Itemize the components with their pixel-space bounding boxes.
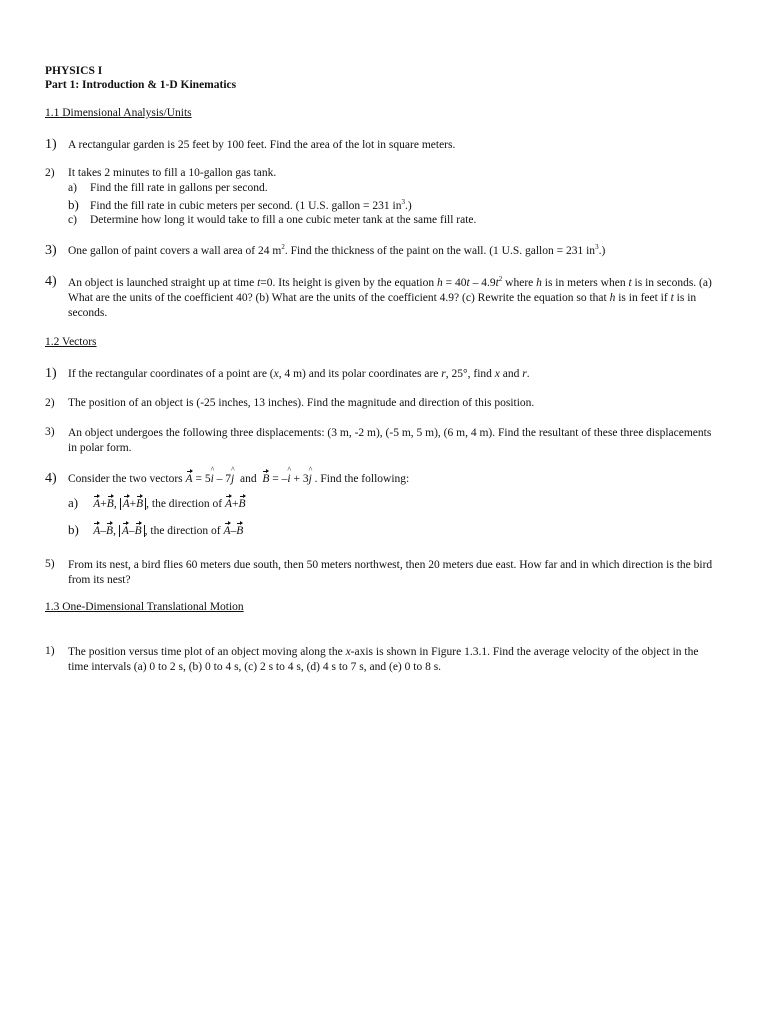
text-run: .) — [598, 245, 606, 257]
subquestion-text: Determine how long it would take to fill a one cubic meter tank at the same fill rate. — [90, 214, 477, 226]
text-run: -axis is shown in Figure 1.3.1. Find the average velocity of the object in the time intervals (a) 0 to 2 s, (b) 0 to 4 s, (c) 2 s to 4 s, (d) 4 s to 7 s, and (e) 0 to 8 s. — [68, 646, 699, 673]
question-text — [68, 645, 718, 675]
question-number: 1) — [45, 137, 57, 152]
magnitude — [120, 498, 147, 510]
vector-B: B — [136, 498, 144, 510]
magnitude — [119, 525, 145, 537]
text-run: = 40 — [442, 277, 467, 289]
section-heading-1-3: 1.3 One-Dimensional Translational Motion — [45, 601, 244, 613]
subquestion-label: a) — [68, 182, 77, 194]
variable: h — [536, 277, 542, 289]
question-text: It takes 2 minutes to fill a 10-gallon gas tank. — [68, 167, 277, 179]
subquestion-text-end: .) — [405, 200, 412, 212]
subquestion-text: Find the fill rate in cubic meters per second. (1 U.S. gallon = 231 in — [90, 200, 402, 212]
text-run: An object is launched straight up at time — [68, 277, 258, 289]
text-run: , — [113, 525, 119, 537]
unit-vector-i: i ^ — [211, 473, 214, 485]
variable: t — [495, 277, 499, 289]
subquestion-label: a) — [68, 495, 79, 510]
variable: t — [670, 292, 674, 304]
vector-expression — [93, 498, 245, 510]
document-header — [45, 64, 236, 92]
question-number: 3) — [45, 243, 57, 258]
text-run: and — [499, 368, 523, 380]
vector-B: B — [106, 525, 114, 537]
operator: + — [232, 498, 239, 510]
question-number: 2) — [45, 397, 55, 409]
variable: h — [437, 277, 443, 289]
variable: x — [345, 646, 351, 658]
text-run: . Find the thickness of the paint on the wall. (1 U.S. gallon = 231 in — [284, 245, 596, 257]
unit-vector-j: j ^ — [231, 473, 234, 485]
text-run: One gallon of paint covers a wall area of 24 m — [68, 245, 282, 257]
text-run: + 3 — [290, 473, 309, 485]
text-run: is in feet if — [615, 292, 671, 304]
operator: + — [100, 498, 107, 510]
question-text: From its nest, a bird flies 60 meters due south, then 50 meters northwest, then 20 meters due east. How far and in which direction is the bird from its nest? — [68, 559, 713, 586]
question-number: 5) — [45, 558, 55, 570]
question-number: 4) — [45, 274, 57, 289]
text-run: = 5 — [192, 473, 211, 485]
variable: h — [609, 292, 616, 304]
vector-A: A — [93, 498, 101, 510]
question-text — [68, 245, 605, 257]
variable: x — [273, 368, 279, 380]
vector-A: A — [122, 498, 130, 510]
subquestion-label: b) — [68, 522, 79, 537]
text-run: , the direction of — [146, 498, 226, 510]
vector-A: A — [223, 525, 231, 537]
vector-B: B — [238, 498, 246, 510]
vector-B: B — [134, 525, 142, 537]
question-number: 1) — [45, 645, 55, 657]
question-number: 1) — [45, 366, 57, 381]
part-title: Part 1: Introduction & 1-D Kinematics — [45, 79, 237, 91]
text-run: Consider the two vectors — [68, 473, 186, 485]
variable: t — [257, 277, 261, 289]
question-text — [68, 368, 530, 380]
superscript: 3 — [401, 198, 405, 207]
superscript: 2 — [281, 243, 285, 252]
subquestion-label: c) — [68, 214, 77, 226]
vector-A: A — [93, 525, 101, 537]
text-run: . — [526, 368, 530, 380]
text-run: is in meters when — [541, 277, 629, 289]
subquestion-text: Find the fill rate in gallons per second. — [90, 182, 268, 194]
variable: t — [628, 277, 632, 289]
subquestion-b — [68, 197, 412, 213]
section-heading-1-2: 1.2 Vectors — [45, 336, 97, 348]
superscript: 3 — [595, 243, 599, 252]
subquestion-label: b) — [68, 197, 79, 212]
vector-B: B — [106, 498, 114, 510]
text-run: is in seconds. (a) What are the units of the coefficient 40? (b) What are the units of the coefficient 4.9? (c) Rewrite the equation so that — [68, 277, 712, 304]
text-run: The position versus time plot of an object moving along the — [68, 646, 346, 658]
vector-A: A — [121, 525, 129, 537]
vector-A: A — [225, 498, 233, 510]
question-text: An object undergoes the following three displacements: (3 m, -2 m), (-5 m, 5 m), (6 m, 4 m). Find the resultant of these three displacements in polar form. — [68, 427, 712, 454]
text-run: = – — [269, 473, 288, 485]
text-run: . Find the following: — [311, 473, 410, 485]
operator: + — [129, 498, 137, 510]
vector-A: A — [185, 473, 193, 485]
vector-B: B — [262, 473, 270, 485]
text-run: If the rectangular coordinates of a point are ( — [68, 368, 274, 380]
section-heading-1-1: 1.1 Dimensional Analysis/Units — [45, 107, 192, 119]
text-run: and — [234, 473, 263, 485]
question-text: The position of an object is (-25 inches, 13 inches). Find the magnitude and direction of this position. — [68, 397, 535, 409]
variable: r — [522, 368, 527, 380]
question-number: 3) — [45, 426, 55, 438]
question-number: 4) — [45, 471, 57, 486]
subquestion-b — [68, 522, 243, 538]
vector-expression — [93, 525, 243, 537]
variable: r — [441, 368, 446, 380]
text-run: , the direction of — [144, 525, 224, 537]
superscript: 2 — [498, 275, 503, 284]
text-run: is in seconds. — [68, 292, 697, 319]
text-run: – 4.9 — [469, 277, 496, 289]
operator: – — [128, 525, 135, 537]
question-text — [68, 276, 718, 321]
course-title: PHYSICS I — [45, 65, 103, 77]
text-run: where — [502, 277, 537, 289]
text-run: , 25°, find — [445, 368, 495, 380]
question-number: 2) — [45, 167, 55, 179]
text-run: , — [113, 498, 120, 510]
subquestion-c — [68, 214, 476, 226]
variable: t — [466, 277, 470, 289]
unit-vector-j: j ^ — [309, 473, 312, 485]
text-run: =0. Its height is given by the equation — [260, 277, 438, 289]
vector-B: B — [236, 525, 244, 537]
operator: – — [100, 525, 107, 537]
question-text — [68, 473, 409, 485]
text-run: – 7 — [213, 473, 232, 485]
unit-vector-i: i ^ — [287, 473, 290, 485]
subquestion-a — [68, 182, 268, 194]
variable: x — [494, 368, 500, 380]
subquestion-a — [68, 495, 246, 511]
question-text: A rectangular garden is 25 feet by 100 feet. Find the area of the lot in square meters. — [68, 139, 456, 151]
text-run: , 4 m) and its polar coordinates are — [278, 368, 442, 380]
operator: – — [230, 525, 237, 537]
